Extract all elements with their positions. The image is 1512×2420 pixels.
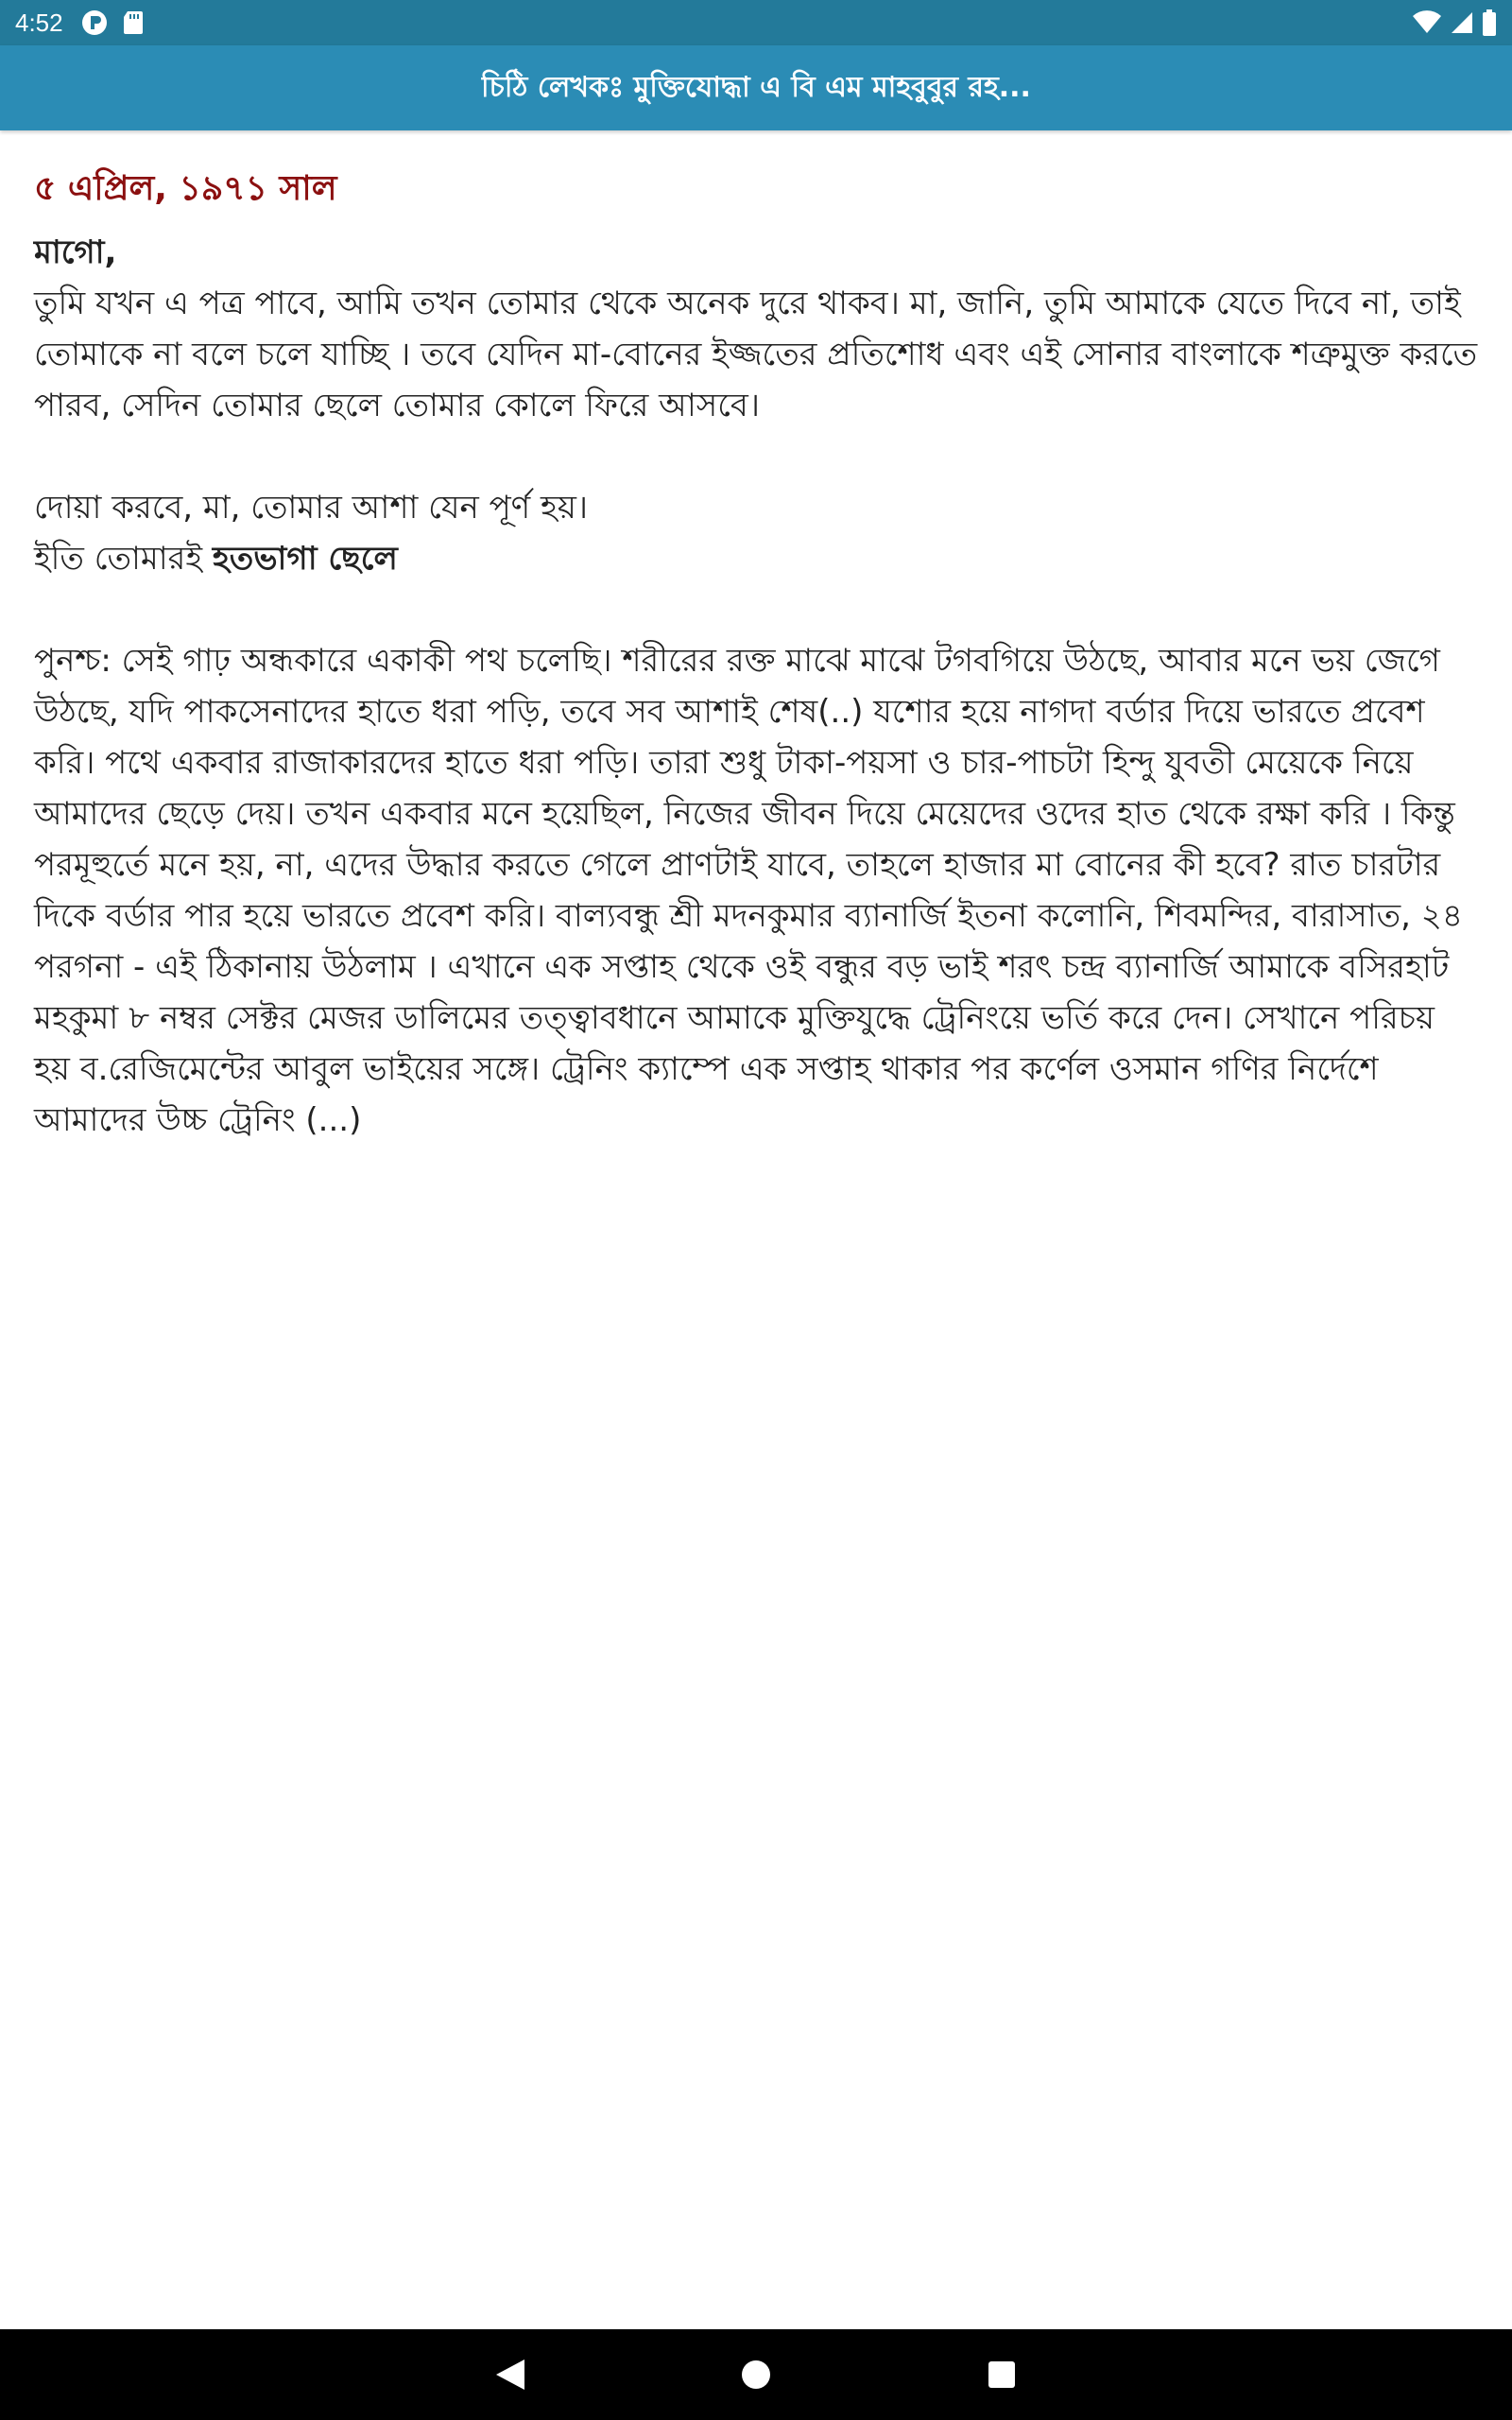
battery-icon: [1482, 9, 1497, 36]
letter-content: [34, 161, 1480, 1146]
home-icon[interactable]: [728, 2346, 784, 2403]
letter-prayer: দোয়া করবে, মা, তোমার আশা যেন পূর্ণ হয়।: [34, 489, 589, 527]
sd-card-icon: [122, 9, 145, 36]
recents-icon[interactable]: [973, 2346, 1030, 2403]
app-bar: [0, 45, 1512, 130]
status-time: 4:52: [15, 8, 63, 37]
wifi-icon: [1412, 10, 1442, 35]
paragraph-gap: [34, 431, 1480, 482]
back-icon[interactable]: [482, 2346, 539, 2403]
letter-paragraph: তুমি যখন এ পত্র পাবে, আমি তখন তোমার থেকে অনেক দুরে থাকব। মা, জানি, তুমি আমাকে যেতে দিবে না, তাই তোমাকে না বলে চলে যাচ্ছি । তবে যেদিন মা-বোনের ইজ্জতের প্রতিশোধ এবং এই সোনার বাংলাকে শত্রুমুক্ত করতে পারব, সেদিন তোমার ছেলে তোমার কোলে ফিরে আসবে।: [34, 285, 1478, 424]
letter-date: ৫ এপ্রিল, ১৯৭১ সাল: [34, 169, 337, 208]
closing-signature: হতভাগা ছেলে: [212, 540, 398, 578]
letter-postscript: পুনশ্চ: সেই গাঢ় অন্ধকারে একাকী পথ চলেছি। শরীরের রক্ত মাঝে মাঝে টগবগিয়ে উঠছে, আবার মনে ভয় জেগে উঠছে, যদি পাকসেনাদের হাতে ধরা পড়ি, তবে সব আশাই শেষ(..) যশোর হয়ে নাগদা বর্ডার দিয়ে ভারতে প্রবেশ করি। পথে একবার রাজাকারদের হাতে ধরা পড়ি। তারা শুধু টাকা-পয়সা ও চার-পাচটা হিন্দু যুবতী মেয়েকে নিয়ে আমাদের ছেড়ে দেয়। তখন একবার মনে হয়েছিল, নিজের জীবন দিয়ে মেয়েদের ওদের হাত থেকে রক্ষা করি । কিন্তু পরমূহুর্তে মনে হয়, না, এদের উদ্ধার করতে গেলে প্রাণটাই যাবে, তাহলে হাজার মা বোনের কী হবে? রাত চারটার দিকে বর্ডার পার হয়ে ভারতে প্রবেশ করি। বাল্যবন্ধু শ্রী মদনকুমার ব্যানার্জি ইতনা কলোনি, শিবমন্দির, বারাসাত, ২৪ পরগনা - এই ঠিকানায় উঠলাম । এখানে এক সপ্তাহ থেকে ওই বন্ধুর বড় ভাই শরৎ চন্দ্র ব্যানার্জি আমাকে বসিরহাট মহকুমা ৮ নম্বর সেক্টর মেজর ডালিমের তত্ত্বাবধানে আমাকে মুক্তিযুদ্ধে ট্রেনিংয়ে ভর্তি করে দেন। সেখানে পরিচয় হয় ব.রেজিমেন্টের আবুল ভাইয়ের সঙ্গে। ট্রেনিং ক্যাম্পে এক সপ্তাহ থাকার পর কর্ণেল ওসমান গণির নির্দেশে আমাদের উচ্চ ট্রেনিং (...): [34, 642, 1463, 1139]
closing-prefix: ইতি তোমারই: [34, 540, 213, 578]
status-right-icons: [1412, 9, 1497, 36]
cell-signal-icon: [1450, 10, 1474, 35]
status-bar: [0, 0, 1512, 45]
status-left-icons: [80, 9, 145, 37]
letter-closing: [34, 533, 1480, 584]
letter-salutation: মাগো,: [34, 233, 117, 271]
notification-p-icon: [80, 9, 109, 37]
navigation-bar: [0, 2329, 1512, 2420]
paragraph-gap: [34, 584, 1480, 635]
app-title: চিঠি লেখকঃ মুক্তিযোদ্ধা এ বি এম মাহবুবুর রহ...: [481, 70, 1031, 104]
